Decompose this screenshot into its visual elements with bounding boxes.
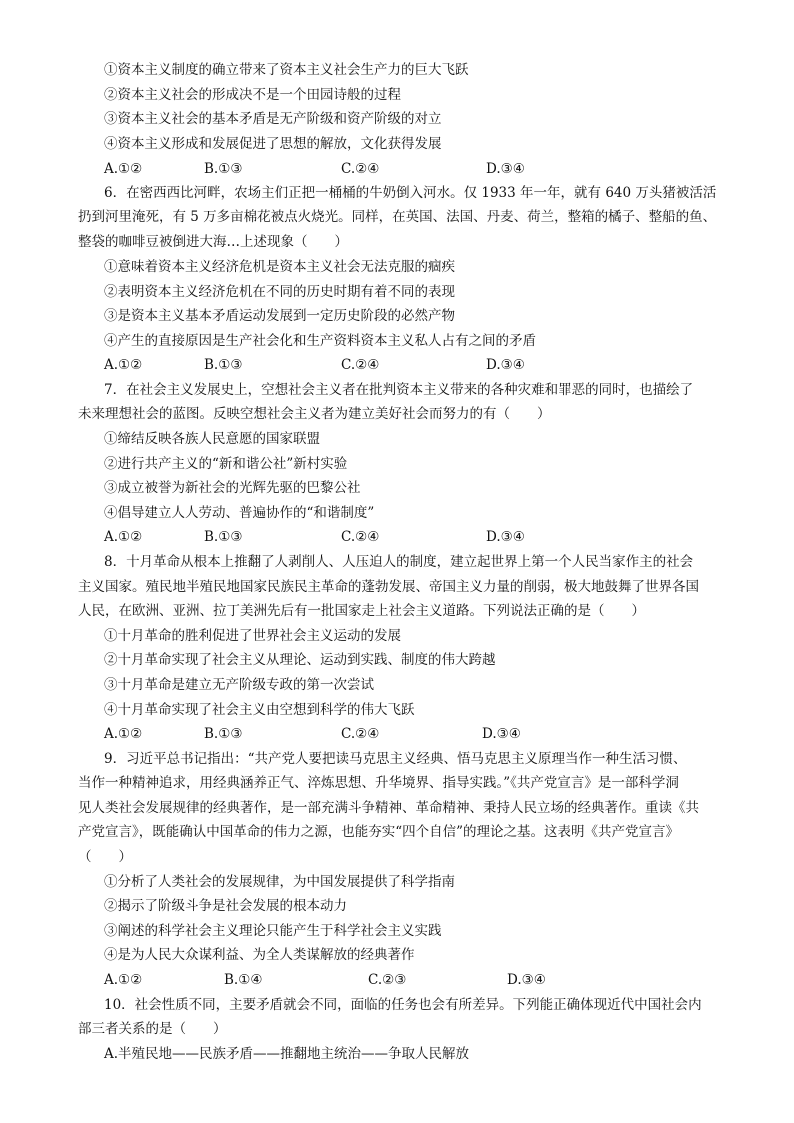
- q7-choice-d: D.③④: [486, 529, 525, 545]
- q6-option-2: ②表明资本主义经济危机在不同的历史时期有着不同的表现: [104, 284, 455, 300]
- q8-stem-line-1: 8．十月革命从根本上推翻了人剥削人、人压迫人的制度，建立起世界上第一个人民当家作主的社会: [104, 554, 694, 570]
- q8-option-1: ①十月革命的胜利促进了世界社会主义运动的发展: [104, 628, 401, 644]
- q9-option-2: ②揭示了阶级斗争是社会发展的根本动力: [104, 898, 347, 914]
- q9-stem-line-3: 见人类社会发展规律的经典著作，是一部充满斗争精神、革命精神、秉持人民立场的经典著作。重读《共: [78, 800, 699, 816]
- q9-option-1: ①分析了人类社会的发展规律，为中国发展提供了科学指南: [104, 874, 455, 890]
- q7-option-4: ④倡导建立人人劳动、普遍协作的“和谐制度”: [104, 505, 375, 521]
- q9-option-4: ④是为人民大众谋利益、为全人类谋解放的经典著作: [104, 947, 415, 963]
- q8-stem-line-2: 主义国家。殖民地半殖民地国家民族民主革命的蓬勃发展、帝国主义力量的削弱，极大地鼓舞了世界各国: [78, 579, 699, 595]
- q6-stem-line-3: 整袋的咖啡豆被倒进大海…上述现象（ ）: [78, 234, 348, 250]
- q8-choice-d: D.③④: [482, 726, 521, 742]
- q6-option-1: ①意味着资本主义经济危机是资本主义社会无法克服的痼疾: [104, 259, 455, 275]
- q8-choice-b: B.①③: [204, 726, 243, 742]
- q5-option-1: ①资本主义制度的确立带来了资本主义社会生产力的巨大飞跃: [104, 62, 469, 78]
- q6-stem-line-2: 扔到河里淹死，有 5 万多亩棉花被点火烧光。同样，在英国、法国、丹麦、荷兰，整箱的橘子、整船的鱼、: [78, 209, 717, 225]
- q5-choice-c: C.②④: [341, 161, 380, 177]
- q9-stem-line-4: 产党宣言》，既能确认中国革命的伟力之源，也能夯实“四个自信”的理论之基。这表明《共产党宣言》: [78, 824, 680, 840]
- q5-choice-d: D.③④: [486, 161, 525, 177]
- q7-choice-a: A.①②: [104, 529, 143, 545]
- q7-stem-line-1: 7．在社会主义发展史上，空想社会主义者在批判资本主义带来的各种灾难和罪恶的同时，也描绘了: [104, 382, 694, 398]
- q7-choice-b: B.①③: [204, 529, 243, 545]
- q9-choice-d: D.③④: [507, 972, 546, 988]
- q8-choice-a: A.①②: [104, 726, 143, 742]
- q6-choice-c: C.②④: [341, 357, 380, 373]
- q7-option-1: ①缔结反映各族人民意愿的国家联盟: [104, 431, 320, 447]
- q7-option-2: ②进行共产主义的“新和谐公社”新村实验: [104, 456, 348, 472]
- q8-stem-line-3: 人民，在欧洲、亚洲、拉丁美洲先后有一批国家走上社会主义道路。下列说法正确的是（ ）: [78, 603, 645, 619]
- q8-choice-c: C.②④: [341, 726, 380, 742]
- q9-choice-b: B.①④: [224, 972, 263, 988]
- q7-option-3: ③成立被誉为新社会的光辉先驱的巴黎公社: [104, 480, 361, 496]
- q6-choice-b: B.①③: [204, 357, 243, 373]
- q9-choice-c: C.②③: [368, 972, 407, 988]
- q7-stem-line-2: 未来理想社会的蓝图。反映空想社会主义者为建立美好社会而努力的有（ ）: [78, 406, 551, 422]
- q8-option-2: ②十月革命实现了社会主义从理论、运动到实践、制度的伟大跨越: [104, 652, 496, 668]
- q9-stem-line-2: 当作一种精神追求，用经典涵养正气、淬炼思想、升华境界、指导实践。”《共产党宣言》是一部科学洞: [78, 775, 679, 791]
- q5-option-3: ③资本主义社会的基本矛盾是无产阶级和资产阶级的对立: [104, 111, 442, 127]
- q6-stem-line-1: 6．在密西西比河畔，农场主们正把一桶桶的牛奶倒入河水。仅 1933 年一年，就有 640 万头猪被活活: [104, 185, 717, 201]
- q6-choice-a: A.①②: [104, 357, 143, 373]
- q6-option-4: ④产生的直接原因是生产社会化和生产资料资本主义私人占有之间的矛盾: [104, 333, 536, 349]
- q6-option-3: ③是资本主义基本矛盾运动发展到一定历史阶段的必然产物: [104, 308, 455, 324]
- q10-stem-line-1: 10．社会性质不同，主要矛盾就会不同，面临的任务也会有所差异。下列能正确体现近代中国社会内: [104, 997, 702, 1013]
- q10-option-a: A.半殖民地——民族矛盾——推翻地主统治——争取人民解放: [104, 1046, 470, 1062]
- q8-option-4: ④十月革命实现了社会主义由空想到科学的伟大飞跃: [104, 702, 415, 718]
- q5-option-2: ②资本主义社会的形成决不是一个田园诗般的过程: [104, 87, 401, 103]
- q5-option-4: ④资本主义形成和发展促进了思想的解放，文化获得发展: [104, 136, 442, 152]
- q5-choice-b: B.①③: [204, 161, 243, 177]
- q10-stem-line-2: 部三者关系的是（ ）: [78, 1021, 227, 1037]
- q9-stem-line-1: 9．习近平总书记指出：“共产党人要把读马克思主义经典、悟马克思主义原理当作一种生活习惯、: [104, 751, 687, 767]
- q5-choice-a: A.①②: [104, 161, 143, 177]
- q8-option-3: ③十月革命是建立无产阶级专政的第一次尝试: [104, 677, 374, 693]
- q6-choice-d: D.③④: [486, 357, 525, 373]
- q9-stem-line-5: （ ）: [78, 849, 132, 865]
- q9-option-3: ③阐述的科学社会主义理论只能产生于科学社会主义实践: [104, 923, 442, 939]
- q7-choice-c: C.②④: [341, 529, 380, 545]
- q9-choice-a: A.①②: [104, 972, 143, 988]
